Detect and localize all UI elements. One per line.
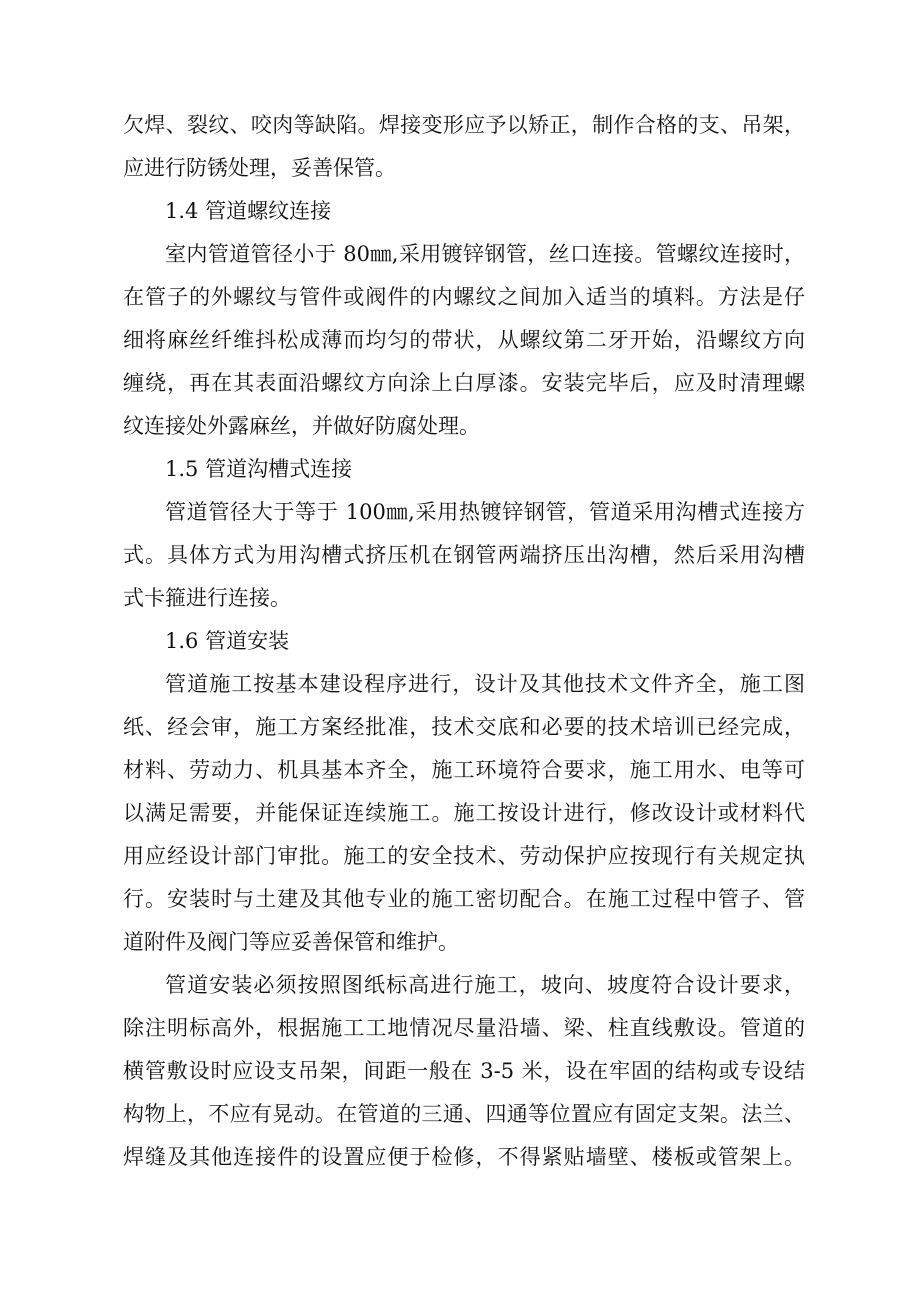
document-page (123, 104, 805, 1179)
section-heading: 1.5 管道沟槽式连接 (165, 457, 353, 481)
text-line: 欠焊、裂纹、咬肉等缺陷。焊接变形应予以矫正，制作合格的支、吊架， (123, 113, 805, 137)
text-line: 道附件及阀门等应妥善保管和维护。 (123, 930, 459, 954)
text-line: 式。具体方式为用沟槽式挤压机在钢管两端挤压出沟槽，然后采用沟槽 (123, 543, 805, 567)
text-line: 除注明标高外，根据施工工地情况尽量沿墙、梁、柱直线敷设。管道的 (123, 1016, 805, 1040)
text-line: 细将麻丝纤维抖松成薄而均匀的带状，从螺纹第二牙开始，沿螺纹方向 (123, 328, 805, 352)
text-line: 式卡箍进行连接。 (123, 586, 291, 610)
text-line: 构物上，不应有晃动。在管道的三通、四通等位置应有固定支架。法兰、 (123, 1102, 805, 1126)
text-line: 以满足需要，并能保证连续施工。施工按设计进行，修改设计或材料代 (123, 801, 805, 825)
text-line: 纸、经会审，施工方案经批准，技术交底和必要的技术培训已经完成， (123, 715, 805, 739)
text-line: 横管敷设时应设支吊架，间距一般在 3-5 米，设在牢固的结构或专设结 (123, 1059, 805, 1083)
text-line: 缠绕，再在其表面沿螺纹方向涂上白厚漆。安装完毕后，应及时清理螺 (123, 371, 805, 395)
text-line: 应进行防锈处理，妥善保管。 (123, 156, 396, 180)
text-line: 纹连接处外露麻丝，并做好防腐处理。 (123, 414, 480, 438)
text-line: 在管子的外螺纹与管件或阀件的内螺纹之间加入适当的填料。方法是仔 (123, 285, 805, 309)
text-line: 管道施工按基本建设程序进行，设计及其他技术文件齐全，施工图 (165, 672, 805, 696)
text-line: 材料、劳动力、机具基本齐全，施工环境符合要求，施工用水、电等可 (123, 758, 805, 782)
text-line: 管道管径大于等于 100㎜,采用热镀锌钢管，管道采用沟槽式连接方 (165, 500, 805, 524)
text-line: 用应经设计部门审批。施工的安全技术、劳动保护应按现行有关规定执 (123, 844, 805, 868)
text-line: 管道安装必须按照图纸标高进行施工，坡向、坡度符合设计要求， (165, 973, 805, 997)
text-line: 室内管道管径小于 80㎜,采用镀锌钢管，丝口连接。管螺纹连接时， (165, 242, 805, 266)
section-heading: 1.6 管道安装 (165, 629, 290, 653)
section-heading: 1.4 管道螺纹连接 (165, 199, 332, 223)
text-line: 焊缝及其他连接件的设置应便于检修，不得紧贴墙壁、楼板或管架上。 (123, 1145, 805, 1169)
text-line: 行。安装时与土建及其他专业的施工密切配合。在施工过程中管子、管 (123, 887, 805, 911)
